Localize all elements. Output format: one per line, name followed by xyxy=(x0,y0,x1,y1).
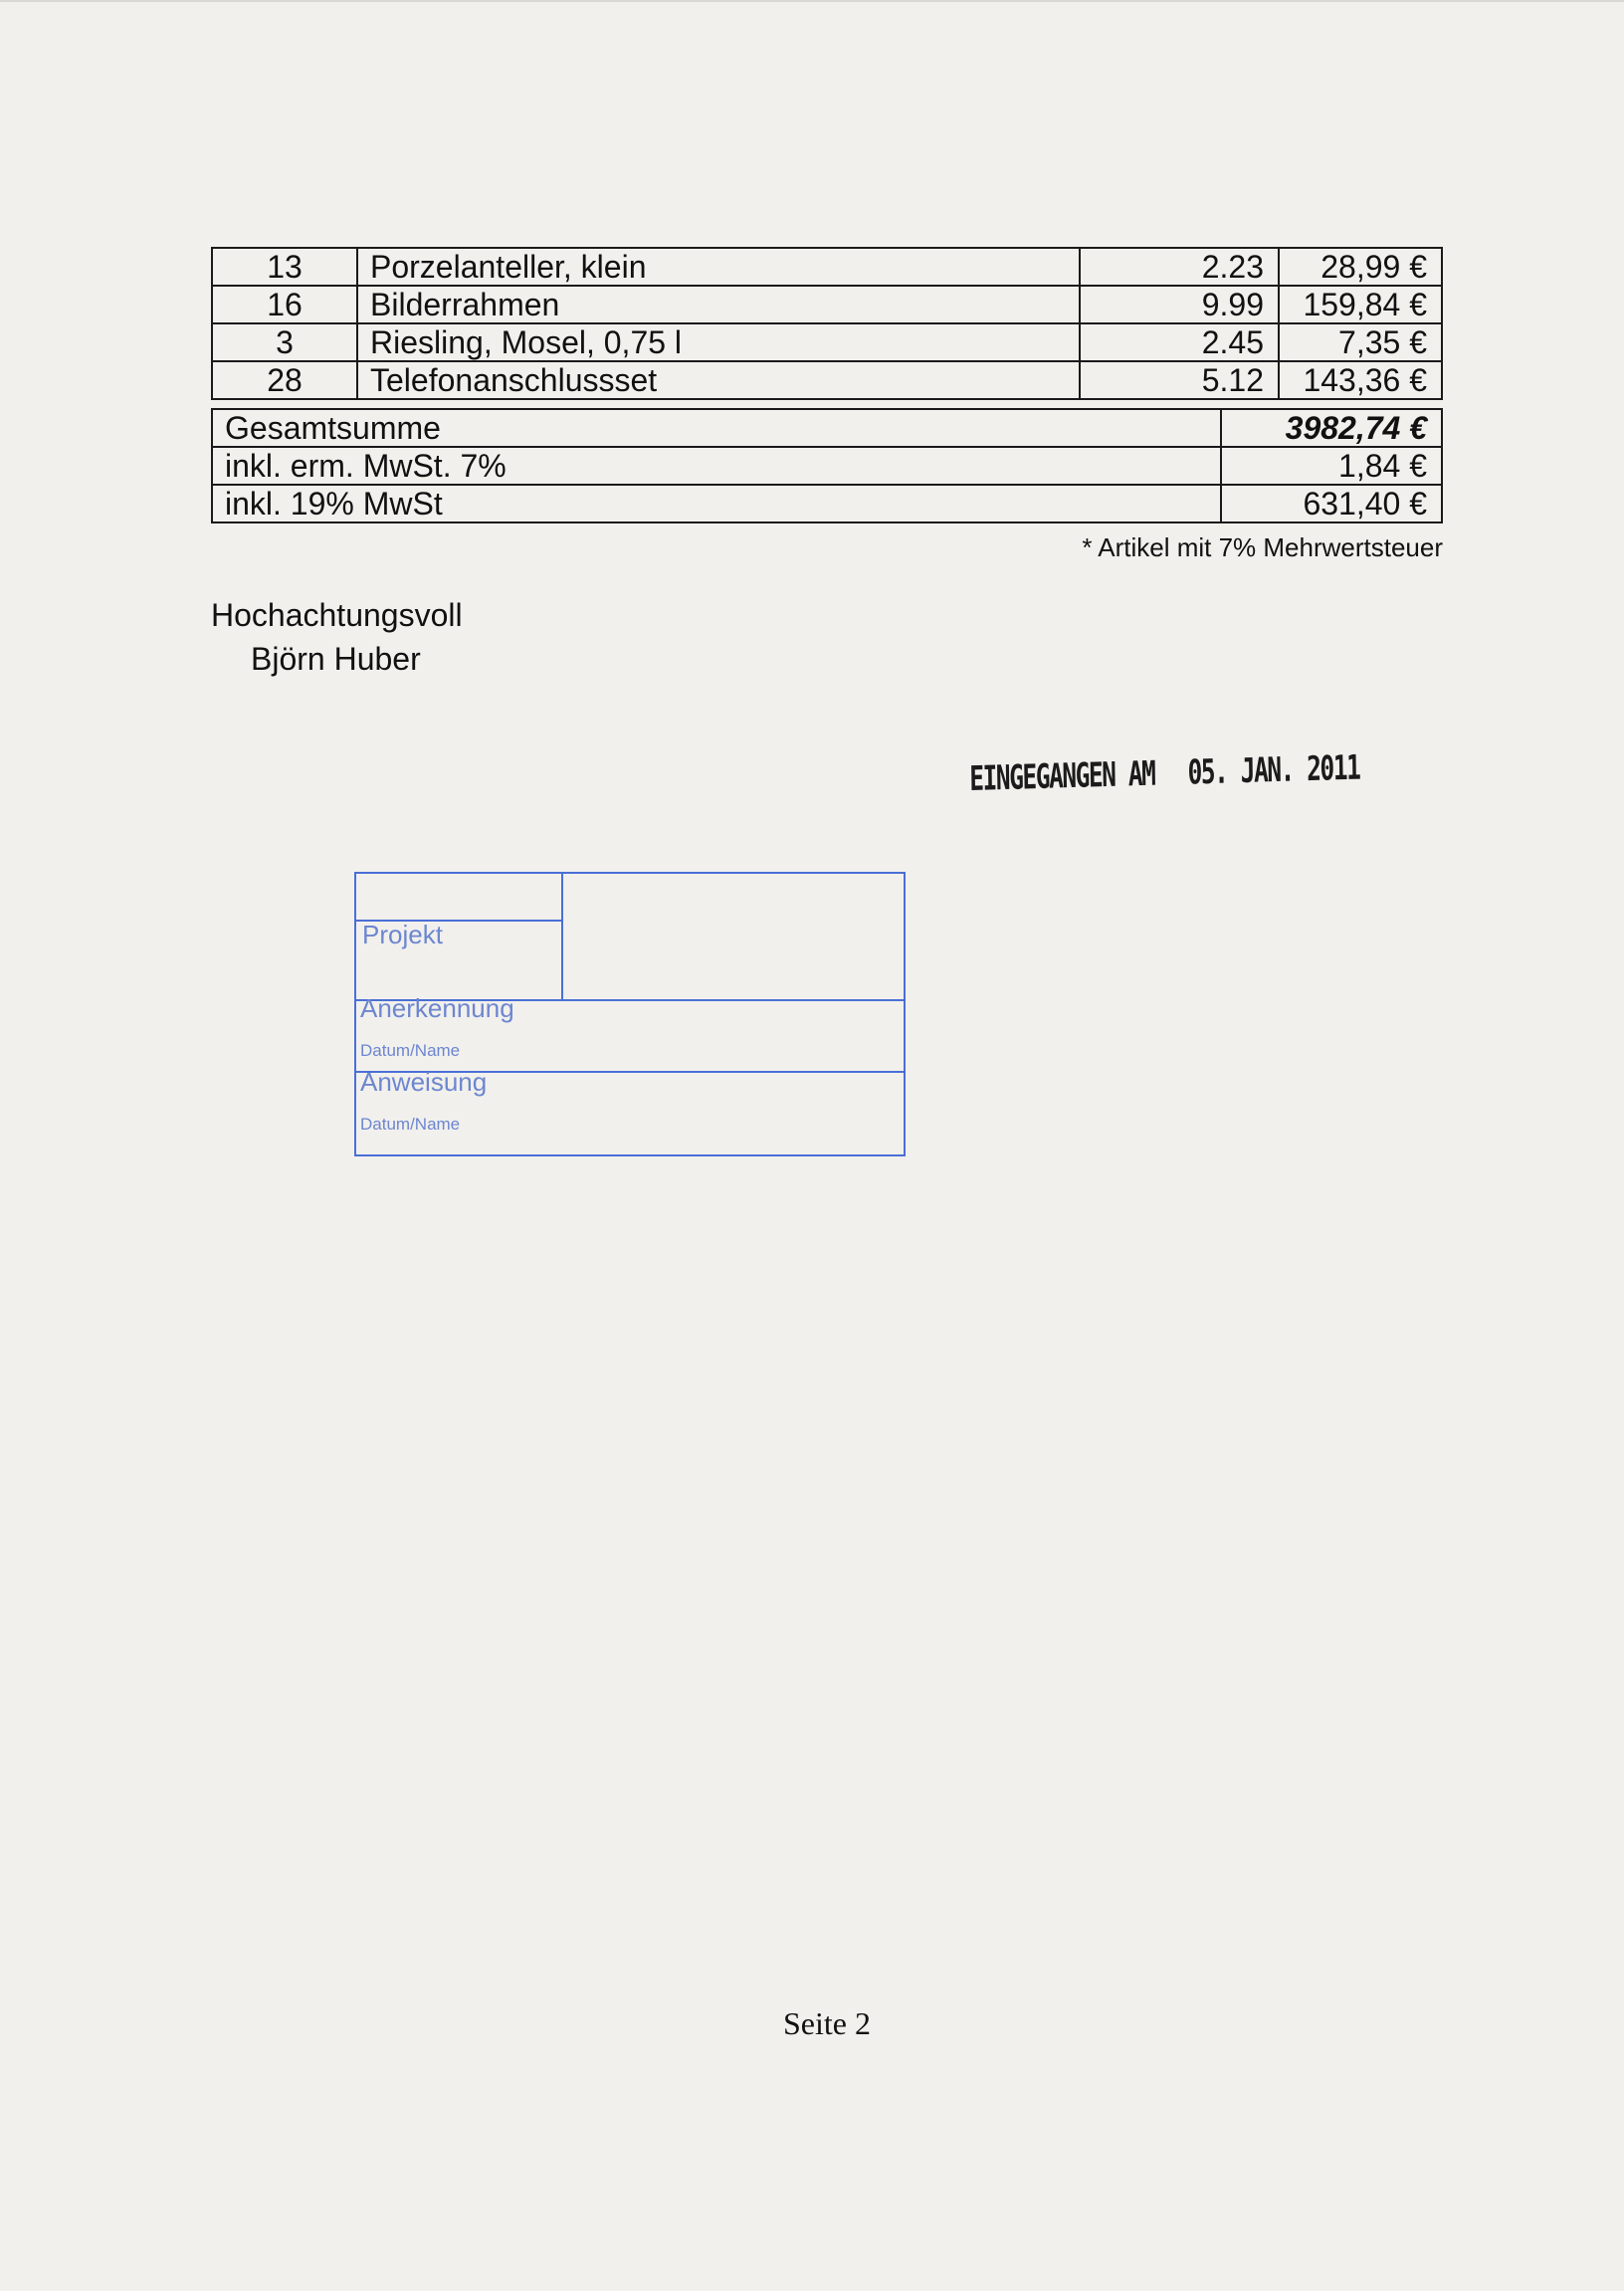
item-amount: 143,36 € xyxy=(1279,361,1442,399)
anerkennung-date-label: Datum/Name xyxy=(360,1041,461,1060)
item-description: Porzelanteller, klein xyxy=(357,248,1080,286)
received-stamp-label: EINGEGANGEN AM xyxy=(969,753,1155,799)
anerkennung-label: Anerkennung xyxy=(360,993,514,1023)
mwst7-label: inkl. erm. MwSt. 7% xyxy=(212,447,1221,485)
gesamtsumme-label: Gesamtsumme xyxy=(212,409,1221,447)
mwst19-value: 631,40 € xyxy=(1221,485,1442,522)
closing-greeting: Hochachtungsvoll xyxy=(211,597,463,633)
mwst19-label: inkl. 19% MwSt xyxy=(212,485,1221,522)
routing-stamp-divider xyxy=(561,872,563,999)
item-description: Telefonanschlussset xyxy=(357,361,1080,399)
page-number: Seite 2 xyxy=(783,2005,871,2041)
item-amount: 7,35 € xyxy=(1279,323,1442,361)
page-edge xyxy=(0,0,1624,2)
items-table xyxy=(211,247,1443,400)
routing-stamp xyxy=(350,864,908,1152)
received-stamp-date: 05. JAN. 2011 xyxy=(1187,747,1360,793)
item-amount: 159,84 € xyxy=(1279,286,1442,323)
item-price: 9.99 xyxy=(1080,286,1279,323)
item-qty: 28 xyxy=(212,361,357,399)
table-row xyxy=(212,361,1442,399)
item-qty: 16 xyxy=(212,286,357,323)
total-row xyxy=(212,409,1442,447)
vat-footnote: * Artikel mit 7% Mehrwertsteuer xyxy=(1082,532,1443,562)
vat-row xyxy=(212,485,1442,522)
table-row xyxy=(212,248,1442,286)
item-description: Riesling, Mosel, 0,75 l xyxy=(357,323,1080,361)
table-row xyxy=(212,323,1442,361)
signatory-name: Björn Huber xyxy=(251,641,421,677)
closing-block xyxy=(211,593,463,681)
projekt-label: Projekt xyxy=(362,920,443,949)
anweisung-label: Anweisung xyxy=(360,1067,488,1097)
item-qty: 3 xyxy=(212,323,357,361)
anweisung-date-label: Datum/Name xyxy=(360,1115,461,1134)
table-row xyxy=(212,286,1442,323)
received-stamp xyxy=(969,748,1360,799)
mwst7-value: 1,84 € xyxy=(1221,447,1442,485)
item-price: 2.23 xyxy=(1080,248,1279,286)
item-amount: 28,99 € xyxy=(1279,248,1442,286)
item-price: 2.45 xyxy=(1080,323,1279,361)
item-price: 5.12 xyxy=(1080,361,1279,399)
item-qty: 13 xyxy=(212,248,357,286)
vat-row xyxy=(212,447,1442,485)
totals-table xyxy=(211,408,1443,523)
item-description: Bilderrahmen xyxy=(357,286,1080,323)
gesamtsumme-value: 3982,74 € xyxy=(1221,409,1442,447)
